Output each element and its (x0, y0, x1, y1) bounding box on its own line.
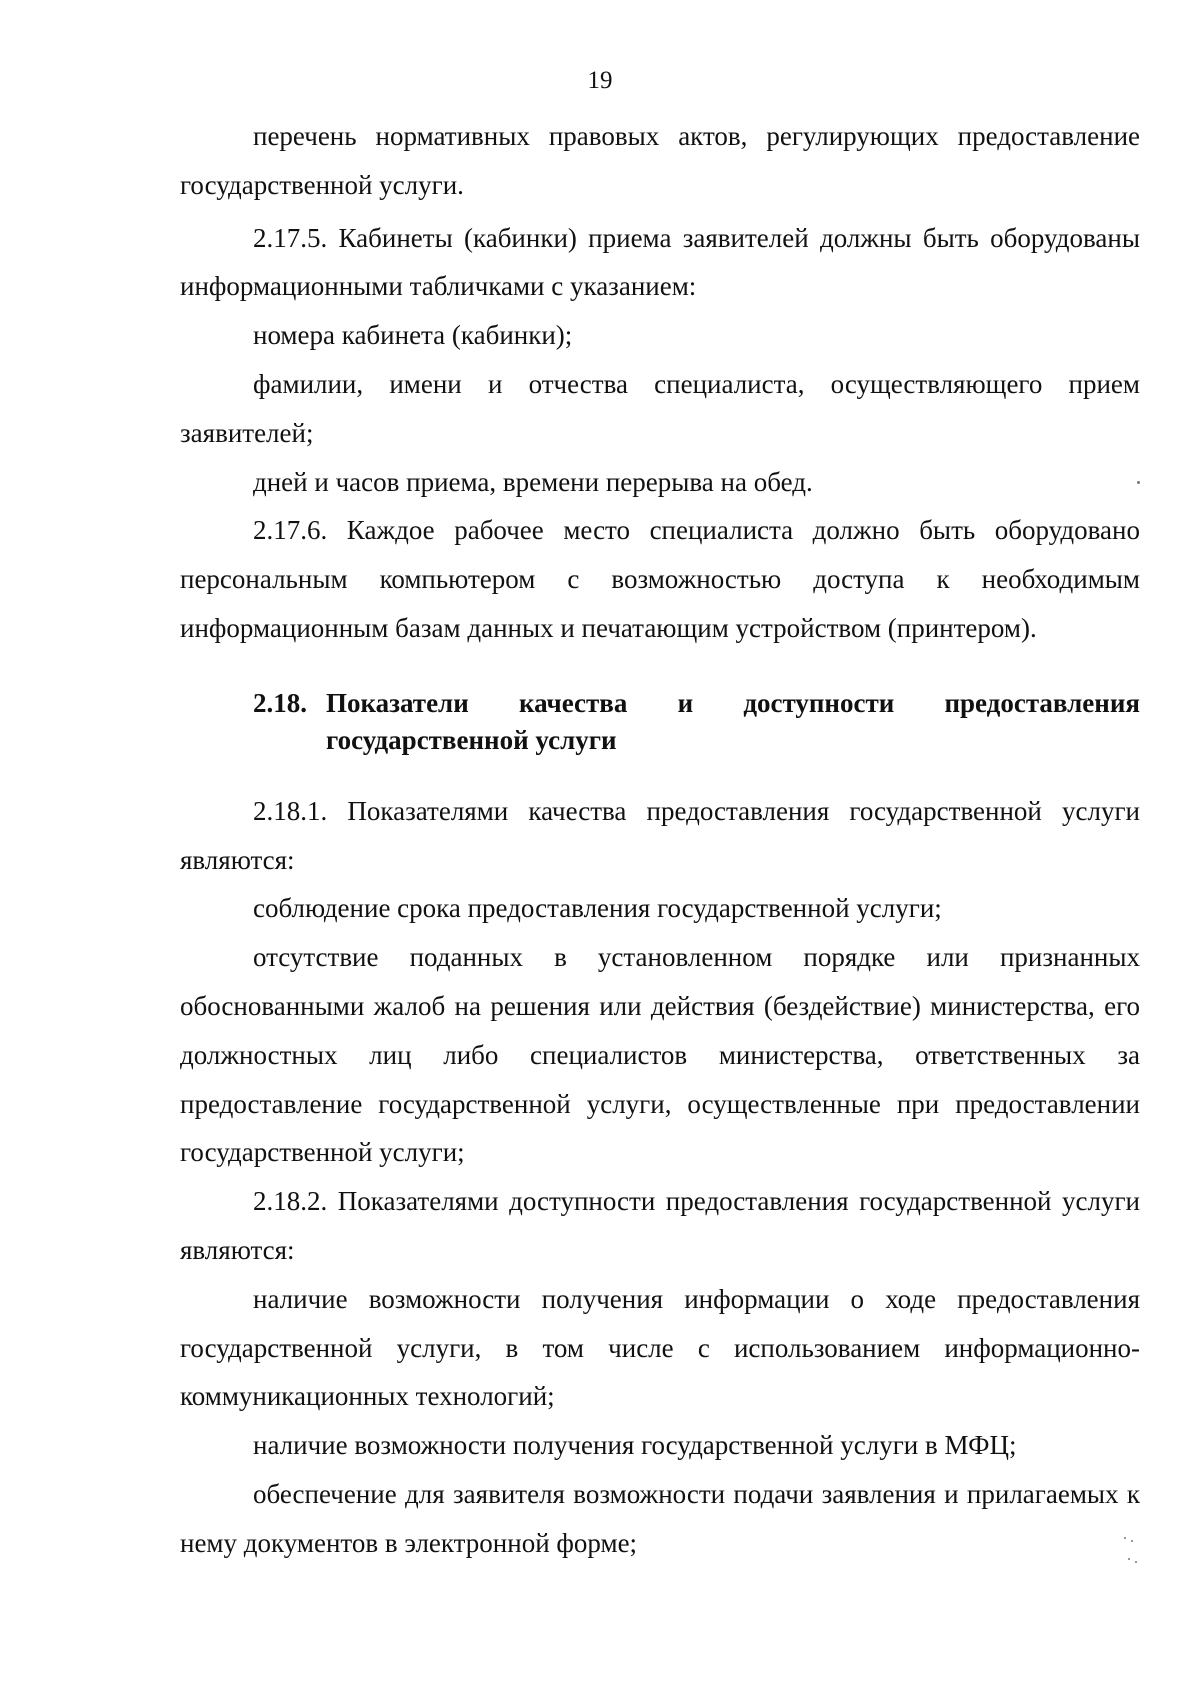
scan-speck (1137, 481, 1140, 484)
paragraph-2-18-2: 2.18.2. Показателями доступности предоставления государственной услуги являются: (180, 1186, 1140, 1265)
scan-speck (1131, 1540, 1133, 1542)
scan-speck (1135, 1561, 1137, 1563)
paragraph-specialist-name: фамилии, имени и отчества специалиста, осуществляющего прием заявителей; (180, 368, 1140, 448)
section-number: 2.18. (253, 687, 307, 718)
paragraph-2-17-5: 2.17.5. Кабинеты (кабинки) приема заявителей должны быть оборудованы информационными табличками с указанием: (180, 222, 1140, 302)
section-title: Показатели качества и доступности предоставления государственной услуги (326, 687, 1140, 755)
paragraph-reception-hours: дней и часов приема, времени перерыва на обед. (253, 466, 813, 497)
paragraph-progress-info: наличие возможности получения информации о ходе предоставления государственной услуги, в том числе с использованием информационно-коммуникационных технологий; (180, 1283, 1140, 1412)
paragraph-no-complaints: отсутствие поданных в установленном порядке или признанных обоснованными жалоб на решения или действия (бездействие) министерства, его должностных лиц либо специалистов министерства, ответственных за предоставление государственной услуги, осуществленные при предоставлении государственной услуги; (180, 942, 1140, 1168)
document-body (180, 112, 1140, 1568)
paragraph-mfc-availability: наличие возможности получения государственной услуги в МФЦ; (253, 1430, 1017, 1461)
scan-speck (1124, 1537, 1126, 1539)
paragraph-deadline-compliance: соблюдение срока предоставления государственной услуги; (253, 893, 942, 924)
paragraph-legal-acts-list: перечень нормативных правовых актов, регулирующих предоставление государственной услуги. (180, 121, 1140, 200)
paragraph-electronic-submission: обеспечение для заявителя возможности подачи заявления и прилагаемых к нему документов в электронной форме; (180, 1478, 1140, 1558)
scan-speck (1128, 1558, 1130, 1560)
paragraph-cabinet-number: номера кабинета (кабинки); (253, 320, 573, 351)
paragraph-2-17-6: 2.17.6. Каждое рабочее место специалиста должно быть оборудовано персональным компьютером с возможностью доступа к необходимым информационным базам данных и печатающим устройством (принтером). (180, 515, 1140, 643)
page-number: 19 (587, 67, 613, 94)
section-heading-2-18 (180, 685, 1140, 759)
paragraph-2-18-1: 2.18.1. Показателями качества предоставления государственной услуги являются: (180, 795, 1140, 875)
